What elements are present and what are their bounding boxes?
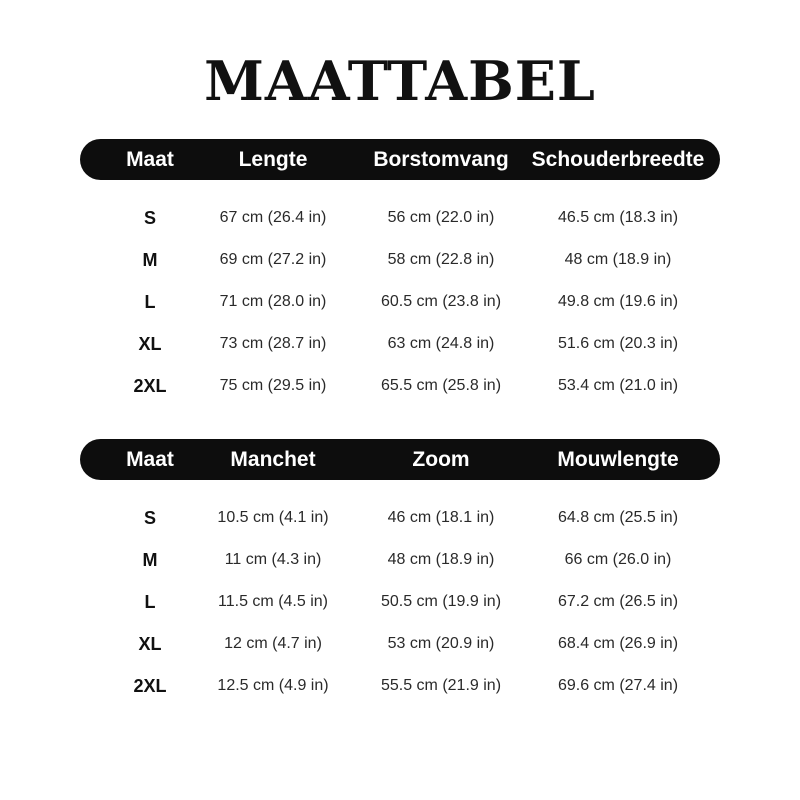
chest-cell: 58 cm (22.8 in) <box>387 251 495 268</box>
table-row <box>80 497 720 539</box>
size-cell: L <box>144 592 156 612</box>
size-cell: L <box>144 292 156 312</box>
size-cell: M <box>142 250 158 270</box>
table-row <box>80 365 720 407</box>
hem-cell: 46 cm (18.1 in) <box>387 509 495 526</box>
sleeve-length-cell: 67.2 cm (26.5 in) <box>557 593 679 610</box>
sleeve-length-cell: 68.4 cm (26.9 in) <box>557 635 679 652</box>
size-cell: XL <box>138 334 162 354</box>
cuff-cell: 12 cm (4.7 in) <box>224 635 322 652</box>
shoulder-cell: 49.8 cm (19.6 in) <box>557 293 679 310</box>
shoulder-cell: 46.5 cm (18.3 in) <box>557 209 679 226</box>
sleeve-length-cell: 64.8 cm (25.5 in) <box>557 509 679 526</box>
chest-cell: 60.5 cm (23.8 in) <box>380 293 502 310</box>
size-cell: 2XL <box>133 376 167 396</box>
header-shoulder: Schouderbreedte <box>531 148 705 171</box>
size-cell: S <box>143 208 156 228</box>
length-cell: 67 cm (26.4 in) <box>219 209 327 226</box>
header-hem: Zoom <box>412 448 470 471</box>
size-cell: M <box>142 550 158 570</box>
size-table-body-measurements <box>80 139 720 407</box>
size-cell: XL <box>138 634 162 654</box>
page-title: MAATTABEL <box>204 49 596 113</box>
chest-cell: 56 cm (22.0 in) <box>387 209 495 226</box>
hem-cell: 50.5 cm (19.9 in) <box>380 593 502 610</box>
header-length: Lengte <box>238 148 308 171</box>
cuff-cell: 10.5 cm (4.1 in) <box>217 509 329 526</box>
table-row <box>80 581 720 623</box>
table-row <box>80 323 720 365</box>
shoulder-cell: 48 cm (18.9 in) <box>564 251 672 268</box>
table-rows <box>80 497 720 707</box>
chest-cell: 63 cm (24.8 in) <box>387 335 495 352</box>
sleeve-length-cell: 66 cm (26.0 in) <box>564 551 672 568</box>
table-row <box>80 197 720 239</box>
table-row <box>80 239 720 281</box>
length-cell: 69 cm (27.2 in) <box>219 251 327 268</box>
table-rows <box>80 197 720 407</box>
chest-cell: 65.5 cm (25.8 in) <box>380 377 502 394</box>
table-row <box>80 623 720 665</box>
hem-cell: 55.5 cm (21.9 in) <box>380 677 502 694</box>
length-cell: 75 cm (29.5 in) <box>219 377 327 394</box>
table-row <box>80 281 720 323</box>
table-header <box>80 139 720 180</box>
size-cell: S <box>143 508 156 528</box>
header-sleeve-length: Mouwlengte <box>557 448 679 471</box>
cuff-cell: 11 cm (4.3 in) <box>224 551 322 568</box>
cuff-cell: 12.5 cm (4.9 in) <box>217 677 329 694</box>
table-header <box>80 439 720 480</box>
shoulder-cell: 51.6 cm (20.3 in) <box>557 335 679 352</box>
size-table-sleeve-measurements <box>80 439 720 707</box>
length-cell: 73 cm (28.7 in) <box>219 335 327 352</box>
header-size: Maat <box>126 148 174 171</box>
length-cell: 71 cm (28.0 in) <box>219 293 327 310</box>
table-row <box>80 665 720 707</box>
sleeve-length-cell: 69.6 cm (27.4 in) <box>557 677 679 694</box>
header-cuff: Manchet <box>230 448 316 471</box>
header-size: Maat <box>126 448 174 471</box>
cuff-cell: 11.5 cm (4.5 in) <box>218 593 328 610</box>
hem-cell: 53 cm (20.9 in) <box>387 635 495 652</box>
shoulder-cell: 53.4 cm (21.0 in) <box>557 377 679 394</box>
header-chest: Borstomvang <box>373 148 509 171</box>
table-row <box>80 539 720 581</box>
size-cell: 2XL <box>133 676 167 696</box>
hem-cell: 48 cm (18.9 in) <box>387 551 495 568</box>
